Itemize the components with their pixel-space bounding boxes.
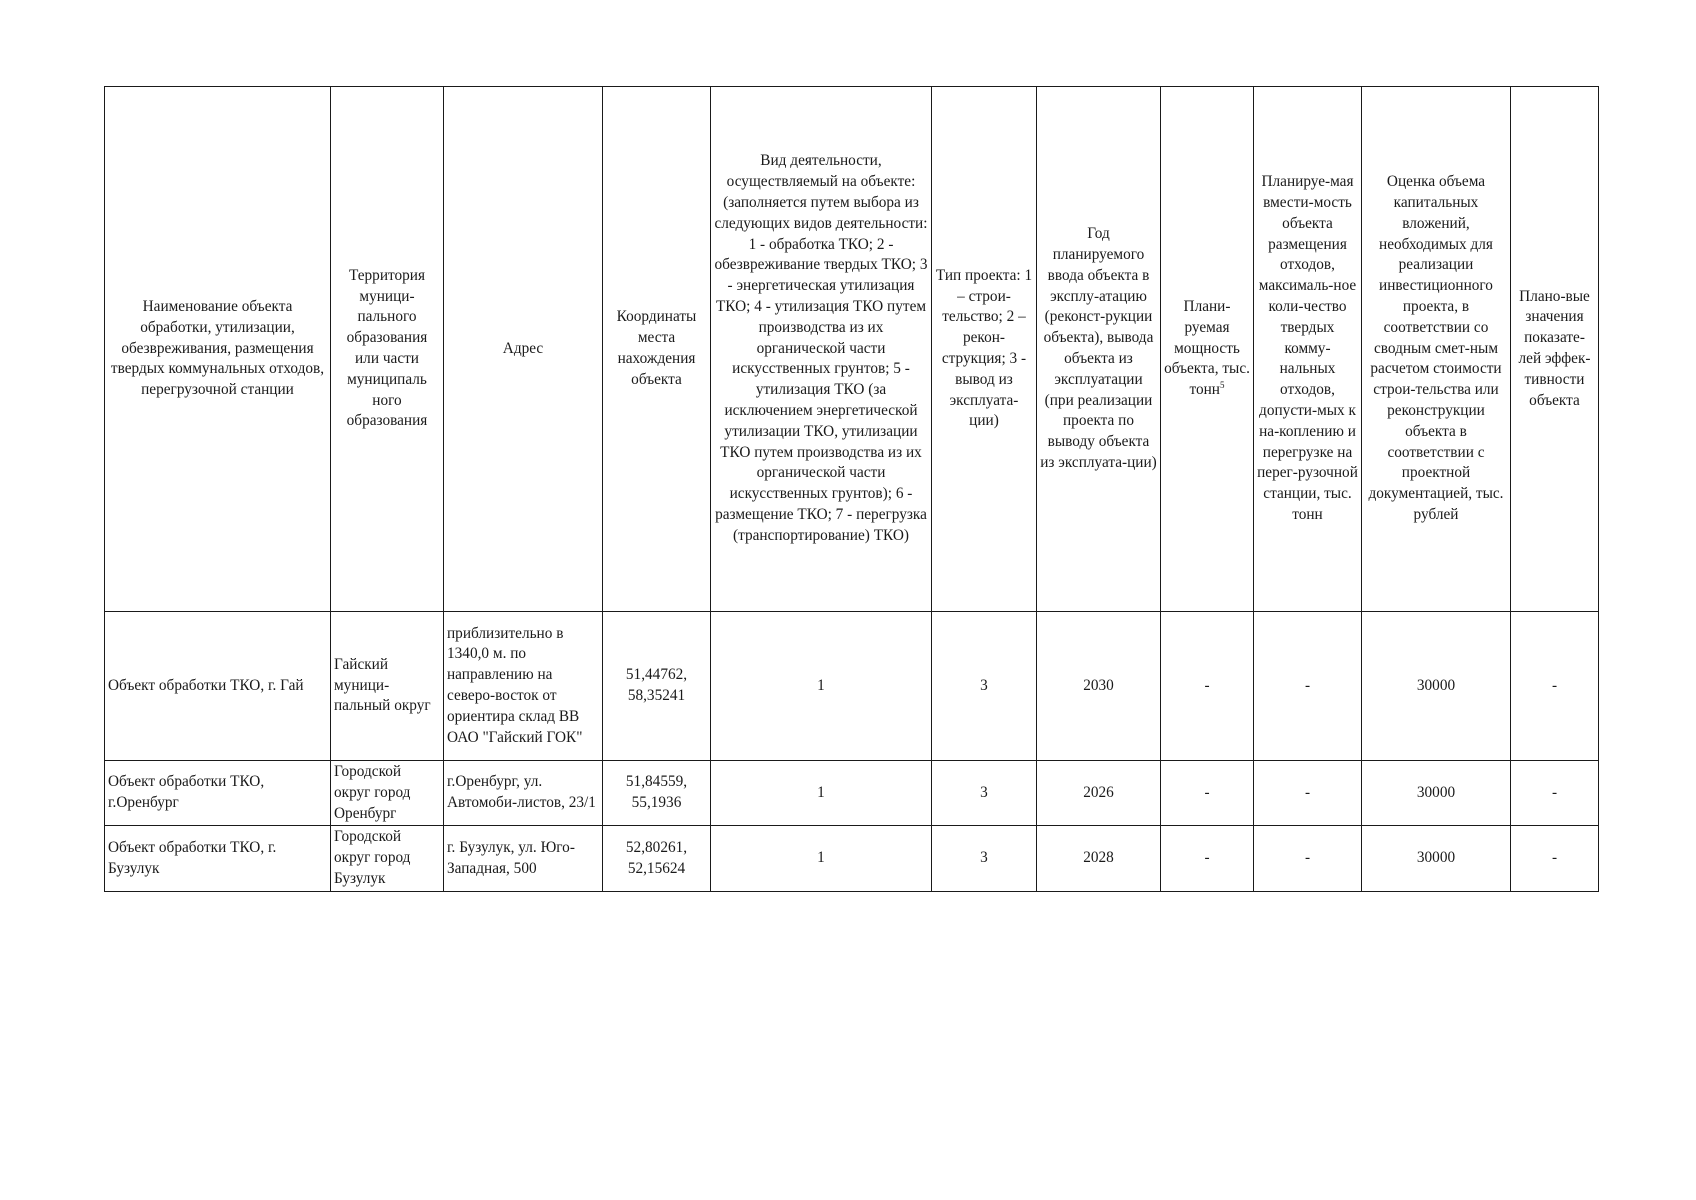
cell-storage: - [1254,761,1362,826]
footnote-marker: 5 [1220,380,1225,391]
table-header-row [105,87,1599,612]
cell-coordinates: 52,80261, 52,15624 [603,826,711,891]
cell-territory: Городской округ город Бузулук [331,826,444,891]
cell-facility-name: Объект обработки ТКО, г.Оренбург [105,761,331,826]
cell-capacity: - [1161,612,1254,761]
cell-capacity: - [1161,761,1254,826]
cell-project-type: 3 [932,612,1037,761]
header-efficiency-values: Плано-вые значения показате-лей эффек-тивности объекта [1511,87,1599,612]
header-activity-type: Вид деятельности, осуществляемый на объекте: (заполняется путем выбора из следующих видов деятельности: 1 - обработка ТКО; 2 - обезвреживание твердых ТКО; 3 - энергетическая утилизация ТКО; 4 - утилизация ТКО путем производства из их органической части искусственных грунтов; 5 - утилизация ТКО (за исключением энергетической утилизации ТКО, утилизации ТКО путем производства из их органической части искусственных грунтов); 6 - размещение ТКО; 7 - перегрузка (транспортирование) ТКО) [711,87,932,612]
header-planned-capacity [1161,87,1254,612]
waste-facilities-table [104,86,1599,892]
cell-capacity: - [1161,826,1254,891]
cell-activity: 1 [711,612,932,761]
cell-territory: Гайский муници-пальный округ [331,612,444,761]
cell-investment: 30000 [1362,761,1511,826]
cell-storage: - [1254,612,1362,761]
header-planned-capacity-text: Плани-руемая мощность объекта, тыс. тонн [1164,298,1250,399]
cell-year: 2028 [1037,826,1161,891]
header-investment-estimate: Оценка объема капитальных вложений, необходимых для реализации инвестиционного проекта, в соответствии со сводным смет-ным расчетом стоимости строи-тельства или реконструкции объекта в соответствии с проектной документацией, тыс. рублей [1362,87,1511,612]
header-commissioning-year: Год планируемого ввода объекта в эксплу-атацию (реконст-рукции объекта), вывода объекта из эксплуатации (при реализации проекта по выводу объекта из эксплуата-ции) [1037,87,1161,612]
cell-facility-name: Объект обработки ТКО, г. Бузулук [105,826,331,891]
cell-investment: 30000 [1362,826,1511,891]
cell-coordinates: 51,44762, 58,35241 [603,612,711,761]
cell-address: г.Оренбург, ул. Автомоби-листов, 23/1 [444,761,603,826]
table-row [105,761,1599,826]
cell-year: 2026 [1037,761,1161,826]
table-row [105,826,1599,891]
cell-year: 2030 [1037,612,1161,761]
cell-activity: 1 [711,761,932,826]
cell-territory: Городской округ город Оренбург [331,761,444,826]
header-address: Адрес [444,87,603,612]
cell-storage: - [1254,826,1362,891]
cell-efficiency: - [1511,826,1599,891]
header-facility-name: Наименование объекта обработки, утилизации, обезвреживания, размещения твердых коммунальных отходов, перегрузочной станции [105,87,331,612]
header-project-type: Тип проекта: 1 – строи-тельство; 2 – рекон-струкция; 3 - вывод из эксплуата-ции) [932,87,1037,612]
cell-investment: 30000 [1362,612,1511,761]
cell-facility-name: Объект обработки ТКО, г. Гай [105,612,331,761]
cell-address: приблизительно в 1340,0 м. по направлению на северо-восток от ориентира склад ВВ ОАО "Гайский ГОК" [444,612,603,761]
cell-activity: 1 [711,826,932,891]
cell-project-type: 3 [932,761,1037,826]
header-planned-storage: Планируе-мая вмести-мость объекта размещения отходов, максималь-ное коли-чество твердых комму-нальных отходов, допусти-мых к на-коплению и перегрузке на перег-рузочной станции, тыс. тонн [1254,87,1362,612]
table-row [105,612,1599,761]
cell-project-type: 3 [932,826,1037,891]
cell-coordinates: 51,84559, 55,1936 [603,761,711,826]
cell-efficiency: - [1511,612,1599,761]
header-territory: Территория муници-пального образования или части муниципаль ного образования [331,87,444,612]
header-coordinates: Координаты места нахождения объекта [603,87,711,612]
cell-address: г. Бузулук, ул. Юго-Западная, 500 [444,826,603,891]
cell-efficiency: - [1511,761,1599,826]
